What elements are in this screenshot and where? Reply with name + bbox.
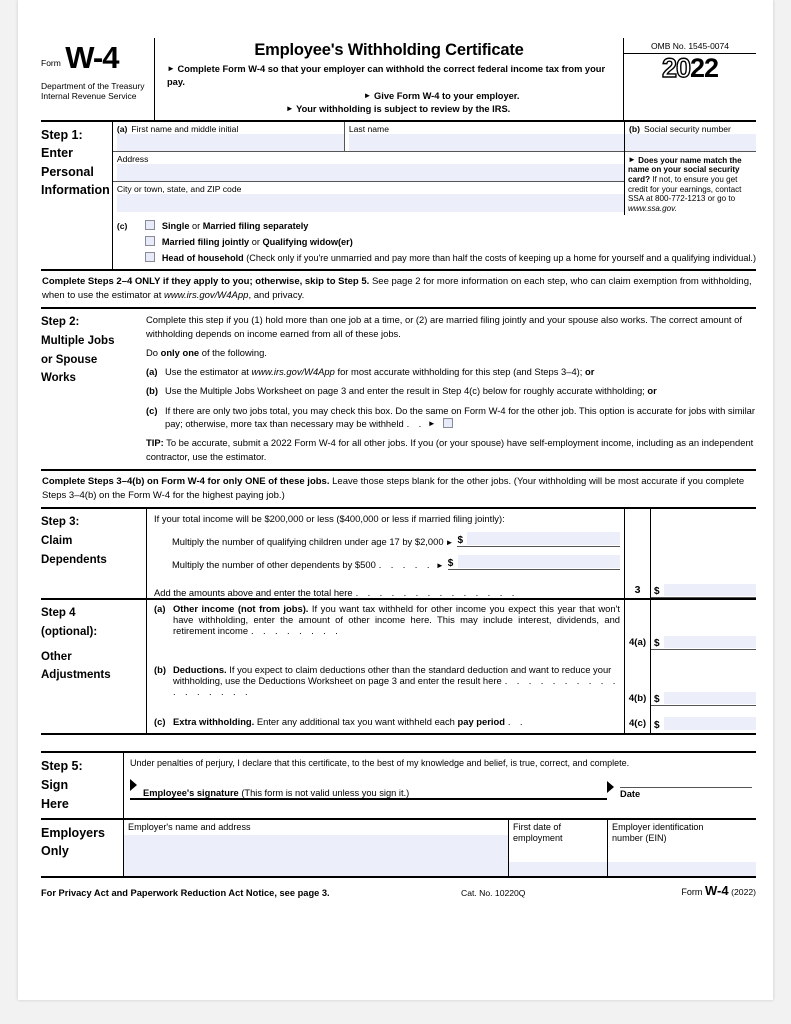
catalog-number: Cat. No. 10220Q	[461, 887, 526, 898]
step-2-item-a: (a) Use the estimator at www.irs.gov/W4App for most accurate withholding for this step (and Steps 3–4); or	[146, 365, 595, 377]
step-1-section	[41, 122, 756, 272]
ssn-caption: (b) Social security number	[629, 123, 731, 134]
address-input[interactable]	[117, 164, 624, 181]
label-tag-b: (b)	[629, 123, 640, 134]
form-title: Employee's Withholding Certificate	[254, 41, 524, 59]
checkbox-married-jointly[interactable]	[145, 236, 155, 246]
step-4c-item: (c) Extra withholding. Enter any additional tax you want withheld each pay period . .	[154, 716, 526, 728]
header-right	[624, 38, 756, 120]
step-2-tip: TIP: To be accurate, submit a 2022 Form W-4 for all other jobs. If you (or your spouse) have self-employment income, including as an independent contractor, use the estimator.	[146, 437, 754, 462]
label-tag-c: (c)	[116, 221, 128, 232]
city-state-zip-field[interactable]: City or town, state, and ZIP code	[113, 182, 624, 212]
employee-signature-field[interactable]: Employee's signature (This form is not valid unless you sign it.)	[130, 787, 607, 800]
step-4b-amount-field[interactable]: $	[651, 691, 756, 706]
form-header	[41, 38, 756, 122]
step-4-amount-cells	[650, 600, 756, 733]
footer-form-id: Form W-4 (2022)	[681, 882, 756, 898]
arrow-marker-icon	[607, 781, 614, 793]
form-page	[18, 0, 773, 1000]
omb-number: OMB No. 1545-0074	[624, 38, 756, 54]
step-5-label: Step 5: Sign Here	[41, 759, 83, 811]
dot-leader: . . . . . . . . . . . . . . . . .	[173, 675, 619, 698]
step-3-line-number: 3	[624, 509, 650, 598]
band-complete-steps-2-4: Complete Steps 2–4 ONLY if they apply to you; otherwise, skip to Step 5. See page 2 for more information on each step, who can claim exemption from withholding, when to use the estimator at www.irs.gov/W4App, and privacy.	[41, 271, 756, 309]
checkbox-two-jobs-total[interactable]	[443, 418, 453, 428]
label-tag-a: (a)	[116, 123, 128, 134]
step-4b-item: (b) Deductions. If you expect to claim deductions other than the standard deduction and want to reduce your withholding, use the Deductions Worksheet on page 3 and enter the result here . . . . . . . . . . . . . . . . .	[154, 664, 619, 698]
step-2-body	[146, 309, 756, 465]
signature-date-field[interactable]: Date	[607, 787, 752, 800]
header-instruction-1: ► Complete Form W-4 so that your employer can withhold the correct federal income tax from your pay.	[167, 64, 606, 88]
step-1-label: Step 1: Enter Personal Information	[41, 127, 110, 198]
band-complete-steps-3-4b: Complete Steps 3–4(b) on Form W-4 for only ONE of these jobs. Leave those steps blank for the other jobs. (Your withholding will be most accurate if you complete Steps 3–4(b) on the Form W-4 for the highest paying job.)	[41, 471, 756, 509]
step-3-other-dependents-amount-field[interactable]: $	[448, 554, 620, 570]
ein-input[interactable]	[608, 862, 756, 876]
spacer	[41, 735, 756, 751]
step-3-label: Step 3: Claim Dependents	[41, 516, 107, 566]
first-name-field[interactable]: (a) First name and middle initial	[113, 122, 345, 151]
header-instruction-3: ► Your withholding is subject to review by the IRS.	[285, 104, 511, 115]
form-label: Form	[41, 57, 61, 68]
privacy-act-notice: For Privacy Act and Paperwork Reduction Act Notice, see page 3.	[41, 887, 330, 898]
step-2-label: Step 2: Multiple Jobs or Spouse Works	[41, 316, 115, 385]
step-3-total-row: Add the amounts above and enter the total here . . . . . . . . . . . . . .	[154, 587, 518, 599]
header-left	[41, 38, 154, 120]
arrow-icon: ►	[445, 538, 454, 548]
step-4a-amount-field[interactable]: $	[651, 635, 756, 650]
step-1-body	[112, 122, 756, 270]
step-4a-line-number: 4(a)	[628, 637, 647, 649]
tax-year-digits: 22	[690, 53, 719, 83]
step-4-section	[41, 600, 756, 735]
name-address-group	[113, 122, 624, 215]
first-date-employment-input[interactable]	[509, 862, 607, 876]
tax-year-century: 20	[661, 53, 690, 83]
city-state-zip-input[interactable]	[117, 194, 624, 212]
tax-year	[624, 54, 756, 82]
address-field[interactable]: Address	[113, 152, 624, 181]
header-center	[154, 38, 624, 120]
step-2-intro: Complete this step if you (1) hold more than one job at a time, or (2) are married filing jointly and your spouse also works. The correct amount of withholding depends on income earned from all of these jobs.	[146, 314, 742, 339]
employer-name-address-input[interactable]	[124, 835, 508, 876]
ssn-group	[624, 122, 756, 215]
step-2-item-c: (c) If there are only two jobs total, you may check this box. Do the same on Form W-4 for the other job. This option is accurate for jobs with similar pay; otherwise, more tax than necessary may be withheld . . ►	[146, 404, 756, 430]
step-3-total-amount-cell[interactable]: $	[650, 509, 756, 598]
filing-status-head-of-household[interactable]: Head of household (Check only if you're unmarried and pay more than half the costs of keeping up a home for yourself and a qualifying individual.)	[145, 251, 756, 267]
step-4-line-numbers	[624, 600, 650, 733]
arrow-icon: ►	[167, 64, 175, 73]
first-name-input[interactable]	[117, 134, 344, 151]
checkbox-single[interactable]	[145, 220, 155, 230]
agency-name: Department of the Treasury Internal Revenue Service	[41, 81, 145, 101]
perjury-statement: Under penalties of perjury, I declare that this certificate, to the best of my knowledge and belief, is true, correct, and complete.	[130, 758, 630, 769]
filing-status-group	[113, 215, 756, 269]
step-5-section	[41, 751, 756, 819]
ssn-name-match-note: ► Does your name match the name on your social security card? If not, to ensure you get credit for your earnings, contact SSA at 800-772-1213 or go to www.ssa.gov.	[628, 154, 742, 213]
employer-name-address-field[interactable]: Employer's name and address	[123, 820, 508, 876]
step-2-item-b: (b) Use the Multiple Jobs Worksheet on page 3 and enter the result in Step 4(c) below for roughly accurate withholding; or	[146, 385, 657, 397]
arrow-icon: ►	[435, 561, 444, 571]
step-3-section	[41, 509, 756, 600]
form-footer	[41, 878, 756, 898]
header-instruction-2: ► Give Form W-4 to your employer.	[363, 90, 520, 101]
dot-leader: . .	[406, 418, 425, 430]
step-4c-line-number: 4(c)	[628, 718, 647, 730]
w4-form	[41, 38, 756, 898]
checkbox-head-of-household[interactable]	[145, 252, 155, 262]
arrow-icon: ►	[628, 154, 636, 164]
step-4c-amount-field[interactable]: $	[651, 716, 756, 731]
ein-field[interactable]: Employer identification number (EIN)	[607, 820, 756, 876]
step-3-body	[146, 509, 624, 598]
arrow-icon: ►	[285, 104, 294, 114]
step-3-intro: If your total income will be $200,000 or less ($400,000 or less if married filing jointly):	[154, 513, 505, 525]
dot-leader: . . . . . . . . . . . . . .	[355, 587, 518, 599]
dot-leader: . . . . .	[378, 559, 433, 571]
step-2-section	[41, 309, 756, 471]
step-4-body	[146, 600, 624, 733]
step-3-children-amount-field[interactable]: $	[457, 531, 620, 547]
filing-status-single[interactable]: Single or Married filing separately	[145, 219, 756, 235]
step-5-body	[123, 753, 756, 817]
arrow-icon: ►	[427, 419, 436, 429]
step-2-do-only-one: Do only one of the following.	[146, 347, 267, 359]
dot-leader: . . . . . . . .	[251, 625, 342, 637]
form-number: W-4	[65, 40, 119, 75]
step-3-qualifying-children-row: Multiply the number of qualifying children under age 17 by $2,000 ► $	[154, 531, 620, 547]
employers-only-section	[41, 820, 756, 878]
step-3-other-dependents-row: Multiply the number of other dependents by $500 . . . . . ► $	[154, 554, 620, 570]
arrow-icon: ►	[363, 90, 372, 100]
ssn-input[interactable]	[625, 134, 756, 152]
filing-status-married-jointly[interactable]: Married filing jointly or Qualifying widow(er)	[145, 235, 756, 251]
first-date-employment-field[interactable]: First date of employment	[508, 820, 607, 876]
dot-leader: . .	[507, 716, 526, 728]
last-name-field[interactable]: Last name	[345, 122, 624, 151]
step-4b-line-number: 4(b)	[628, 693, 647, 705]
arrow-marker-icon	[130, 779, 137, 791]
step-4a-item: (a) Other income (not from jobs). If you want tax withheld for other income you expect this year that won't have withholding, enter the amount of other income here. This may include interest, dividends, and retirement income . . . . . . . .	[154, 603, 620, 637]
last-name-input[interactable]	[349, 134, 624, 151]
step-4-label: Step 4 (optional): Other Adjustments	[41, 607, 111, 682]
employers-only-label: Employers Only	[41, 825, 105, 859]
